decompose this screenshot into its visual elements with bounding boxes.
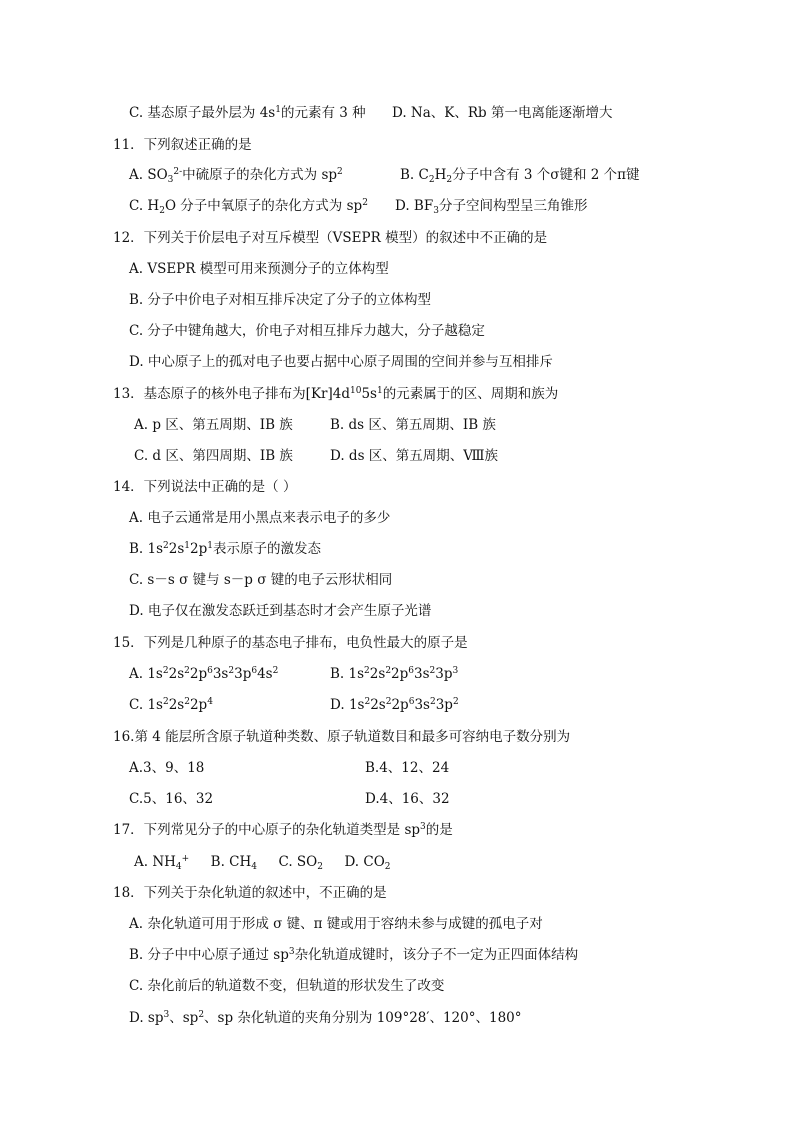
q10-option-c: C. 基态原子最外层为 $4s^1$的元素有 3 种 — [129, 105, 366, 121]
q15-option-b: B. $1s^22s^22p^63s^23p^3$ — [330, 666, 459, 682]
q17-option-c: C. $SO_2$ — [278, 854, 323, 872]
q11-stem: 11．下列叙述正确的是 — [113, 137, 252, 153]
q15-stem: 15．下列是几种原子的基态电子排布，电负性最大的原子是 — [113, 635, 468, 651]
q14-option-d: D. 电子仅在激发态跃迁到基态时才会产生原子光谱 — [129, 603, 432, 619]
q13-option-b: B. ds 区、第五周期、ⅠB 族 — [330, 417, 496, 433]
q15-option-d: D. $1s^22s^22p^63s^23p^2$ — [330, 697, 459, 713]
q18-stem: 18．下列关于杂化轨道的叙述中，不正确的是 — [113, 885, 387, 901]
q13-option-d: D. ds 区、第五周期、Ⅷ族 — [330, 448, 499, 464]
electron-configuration: $1s^22s^22p^4$ — [147, 697, 213, 713]
q17-stem: 17．下列常见分子的中心原子的杂化轨道类型是 $sp^3$的是 — [113, 822, 453, 838]
q11-option-d: D. $BF_3$分子空间构型呈三角锥形 — [395, 198, 588, 216]
q16-option-c: C.5、16、32 — [129, 791, 214, 807]
q12-option-a: A. VSEPR 模型可用来预测分子的立体构型 — [129, 261, 389, 277]
q14-stem: 14．下列说法中正确的是（ ） — [113, 479, 297, 495]
q12-option-c: C. 分子中键角越大，价电子对相互排斥力越大，分子越稳定 — [129, 323, 485, 339]
q12-stem: 12．下列关于价层电子对互斥模型（VSEPR 模型）的叙述中不正确的是 — [113, 230, 548, 246]
q11-option-c: C. $H_2O$ 分子中氧原子的杂化方式为 $sp^2$ — [129, 198, 368, 216]
q11-option-b: B. $C_2H_2$分子中含有 3 个σ键和 2 个π键 — [400, 167, 640, 185]
q13-option-c: C. d 区、第四周期、ⅠB 族 — [134, 448, 293, 464]
q18-option-d: D. $sp^3$、$sp^2$、sp 杂化轨道的夹角分别为 109°28′、120°、180° — [129, 1010, 522, 1026]
q14-option-b: B. $1s^22s^12p^1$表示原子的激发态 — [129, 541, 321, 557]
q14-option-a: A. 电子云通常是用小黑点来表示电子的多少 — [129, 510, 391, 526]
q18-option-a: A. 杂化轨道可用于形成 σ 键、π 键或用于容纳未参与成键的孤电子对 — [129, 916, 543, 932]
q15-option-a: A. $1s^22s^22p^63s^23p^64s^2$ — [129, 666, 279, 682]
q17-options — [134, 853, 391, 871]
q16-option-b: B.4、12、24 — [365, 760, 450, 776]
q16-stem: 16.第 4 能层所含原子轨道种类数、原子轨道数目和最多可容纳电子数分别为 — [113, 729, 571, 745]
q13-stem: 13．基态原子的核外电子排布为$[Kr]4d^{10}5s^1$的元素属于的区、周期和族为 — [113, 386, 559, 402]
q17-option-b: B. $CH_4$ — [210, 854, 258, 872]
q12-option-b: B. 分子中价电子对相互排斥决定了分子的立体构型 — [129, 292, 432, 308]
q17-option-d: D. $CO_2$ — [344, 854, 391, 872]
electron-configuration: $1s^22s^22p^63s^23p^2$ — [348, 697, 459, 713]
q15-option-c: C. $1s^22s^22p^4$ — [129, 697, 213, 713]
q11-option-a: A. $SO_3^{2-}$中硫原子的杂化方式为 $sp^2$ — [129, 167, 343, 185]
q18-option-b: B. 分子中中心原子通过 $sp^3$杂化轨道成键时，该分子不一定为正四面体结构 — [129, 947, 579, 963]
q18-option-c: C. 杂化前后的轨道数不变，但轨道的形状发生了改变 — [129, 978, 445, 994]
electron-configuration: $1s^22s^22p^63s^23p^3$ — [348, 666, 459, 682]
q13-option-a: A. p 区、第五周期、ⅠB 族 — [134, 417, 293, 433]
q16-option-a: A.3、9、18 — [129, 760, 205, 776]
electron-configuration: $1s^22s^22p^63s^23p^64s^2$ — [147, 666, 279, 682]
q12-option-d: D. 中心原子上的孤对电子也要占据中心原子周围的空间并参与互相排斥 — [129, 354, 553, 370]
q14-option-c: C. s－s σ 键与 s－p σ 键的电子云形状相同 — [129, 572, 393, 588]
q17-option-a: A. $NH_4^+$ — [134, 854, 190, 872]
q10-option-d: D. Na、K、Rb 第一电离能逐渐增大 — [392, 105, 613, 121]
q16-option-d: D.4、16、32 — [365, 791, 450, 807]
